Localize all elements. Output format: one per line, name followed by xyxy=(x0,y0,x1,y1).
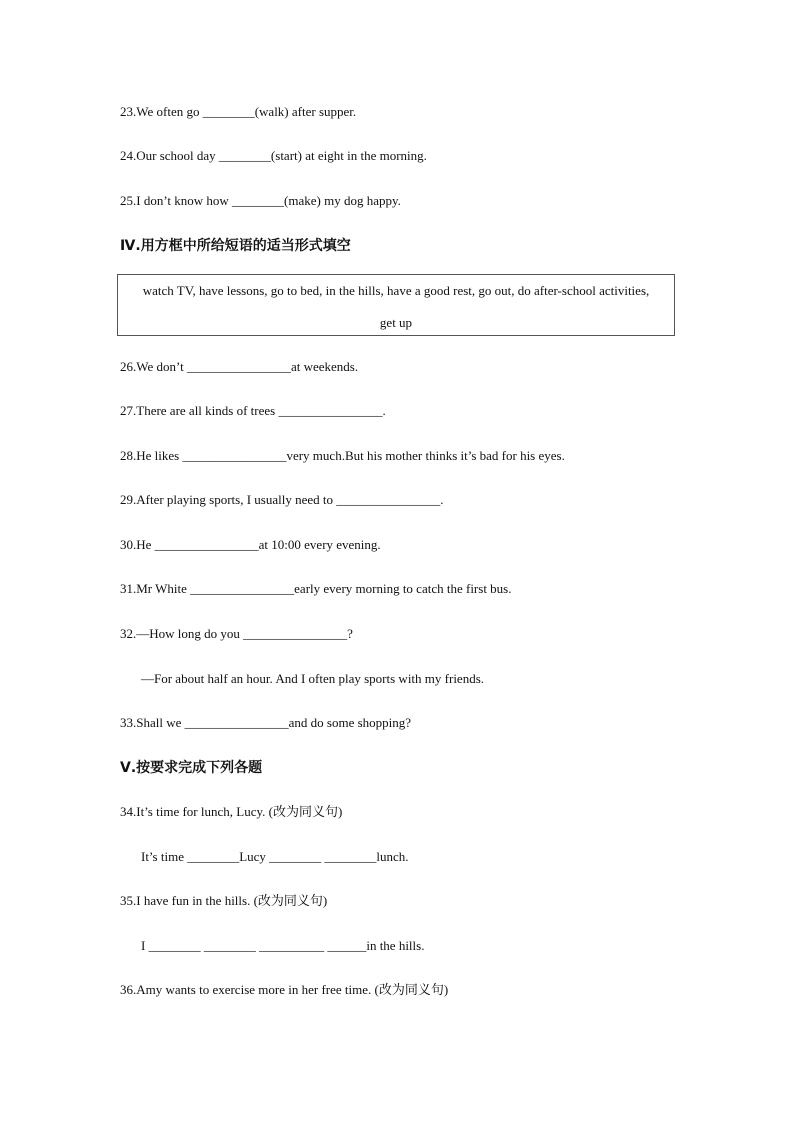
question-32: 32.—How long do you ________________? xyxy=(120,626,353,641)
question-34-blank: It’s time ________Lucy ________ ________lunch. xyxy=(141,849,409,864)
question-29: 29.After playing sports, I usually need to ________________. xyxy=(120,492,444,507)
question-34: 34.It’s time for lunch, Lucy. (改为同义句) xyxy=(120,804,343,819)
question-30: 30.He ________________at 10:00 every evening. xyxy=(120,537,381,552)
question-25: 25.I don’t know how ________(make) my dog happy. xyxy=(120,193,401,208)
question-33: 33.Shall we ________________and do some shopping? xyxy=(120,715,412,730)
phrase-box-line-1: watch TV, have lessons, go to bed, in the hills, have a good rest, go out, do after-school activities, xyxy=(142,283,650,298)
phrase-box-line-2: get up xyxy=(379,315,413,330)
question-26: 26.We don’t ________________at weekends. xyxy=(120,359,359,374)
section-4-heading: Ⅳ.用方框中所给短语的适当形式填空 xyxy=(120,238,351,254)
section-5-heading: Ⅴ.按要求完成下列各题 xyxy=(120,760,263,776)
question-24: 24.Our school day ________(start) at eight in the morning. xyxy=(120,148,427,163)
question-28: 28.He likes ________________very much.But his mother thinks it’s bad for his eyes. xyxy=(120,448,565,463)
phrase-box xyxy=(117,274,675,336)
question-35-blank: I ________ ________ __________ ______in the hills. xyxy=(141,938,425,953)
question-27: 27.There are all kinds of trees ________________. xyxy=(120,403,386,418)
question-23: 23.We often go ________(walk) after supper. xyxy=(120,104,357,119)
question-32-answer: —For about half an hour. And I often play sports with my friends. xyxy=(141,671,485,686)
question-31: 31.Mr White ________________early every morning to catch the first bus. xyxy=(120,581,512,596)
question-35: 35.I have fun in the hills. (改为同义句) xyxy=(120,893,328,908)
question-36: 36.Amy wants to exercise more in her free time. (改为同义句) xyxy=(120,982,449,997)
